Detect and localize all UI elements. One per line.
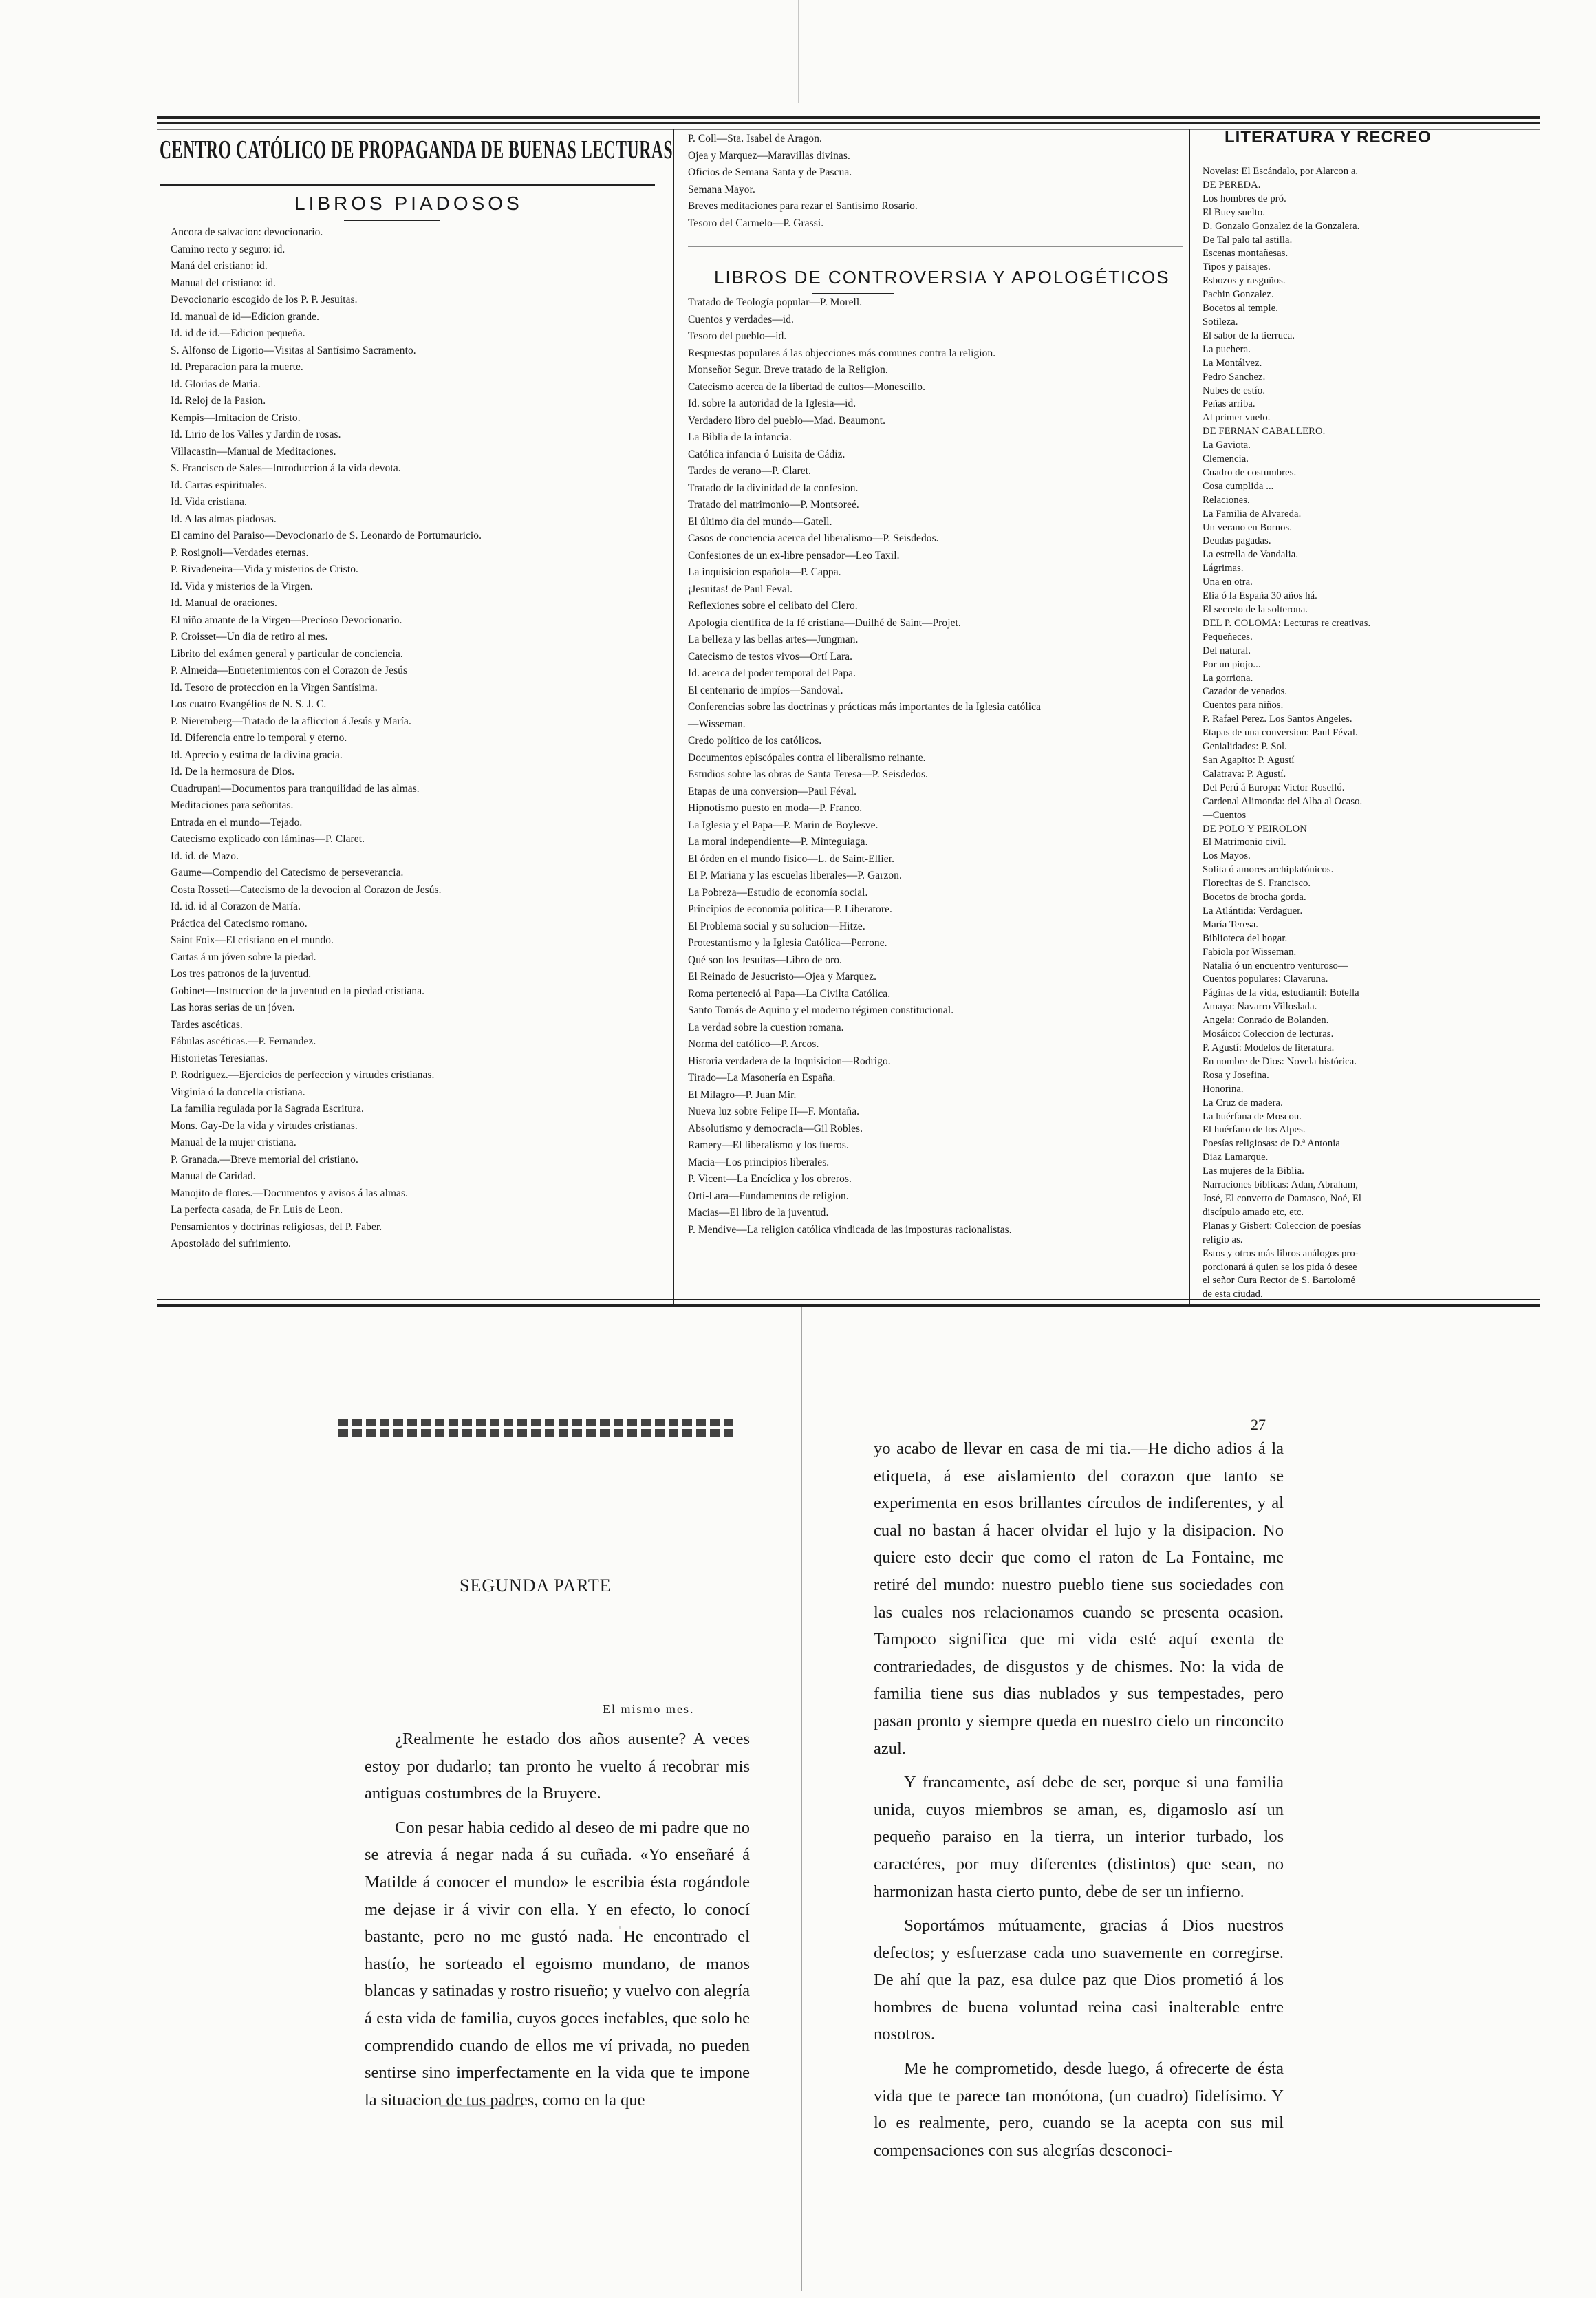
pious-book-entry: Id. Cartas espirituales. [171,479,268,491]
literature-book-entry: La Atlántida: Verdaguer. [1203,905,1303,916]
literature-book-entry: Relaciones. [1203,494,1250,506]
controversy-book-entry: Etapas de una conversion—Paul Féval. [688,785,857,797]
pious-book-entry: La perfecta casada, de Fr. Luis de Leon. [171,1204,343,1216]
middle-top-list [688,131,1183,268]
literature-book-entry: de esta ciudad. [1203,1289,1263,1300]
scan-speck [440,2105,523,2107]
controversy-book-entry: Tardes de verano—P. Claret. [688,465,811,477]
date-line: El mismo mes. [603,1702,695,1716]
literature-book-entry: Nubes de estío. [1203,385,1266,396]
bottom-rule-2 [157,1304,1540,1307]
literature-book-entry: Un verano en Bornos. [1203,522,1293,533]
controversy-book-entry: P. Mendive—La religion católica vindicada de las imposturas racionalistas. [688,1223,1012,1236]
literature-book-entry: Esbozos y rasguños. [1203,275,1286,287]
story-paragraph: yo acabo de llevar en casa de mi tia.—He dicho adios á la etiqueta, á ese aislamiento del corazon que tanto se experimenta en esos brillantes círculos de indiferentes, y al cual no bastan á hacer olvidar el lujo y la disipacion. No quiere esto decir que como el raton de La Fontaine, me retiré del mundo: nuestro pueblo tiene sus sociedades con las cuales nos relacionamos cuando se presenta ocasion. Tampoco significa que mi vida esté aquí exenta de contrariedades, de disgustos y de chismes. No: la vida de familia tiene sus dias nublados y sus tempestades, pero pasan pronto y siempre queda en nuestro cielo un rinconcito azul. [874,1439,1284,1758]
pious-book-entry: Gobinet—Instruccion de la juventud en la piedad cristiana. [171,985,425,997]
pious-book-entry: Manojito de flores.—Documentos y avisos á las almas. [171,1187,409,1199]
pious-book-entry: Id. id. id al Corazon de María. [171,901,301,912]
controversy-book-entry: Documentos episcópales contra el liberalismo reinante. [688,751,926,764]
controversy-book-entry: Macias—El libro de la juventud. [688,1207,829,1218]
controversy-book-entry: Tirado—La Masonería en España. [688,1072,836,1084]
literature-book-entry: Tipos y paisajes. [1203,261,1271,273]
pious-book-entry: Gaume—Compendio del Catecismo de perseverancia. [171,867,404,879]
literature-book-entry: Clemencia. [1203,453,1249,465]
controversy-book-entry: La Iglesia y el Papa—P. Marin de Boylesve. [688,819,878,831]
literature-book-entry: Diaz Lamarque. [1203,1152,1269,1163]
top-double-rule-2 [157,122,1540,124]
middle-top-entry: Oficios de Semana Santa y de Pascua. [688,167,852,178]
literature-book-entry: Cuentos para niños. [1203,700,1284,711]
literature-book-entry: Poesías religiosas: de D.ª Antonia [1203,1138,1340,1150]
title-underline [160,184,655,186]
literature-book-entry: P. Rafael Perez. Los Santos Angeles. [1203,713,1352,725]
center-title: CENTRO CATÓLICO DE PROPAGANDA DE BUENAS LECTURAS [160,136,673,164]
pious-book-entry: Saint Foix—El cristiano en el mundo. [171,934,334,946]
literature-book-entry: Cuentos populares: Clavaruna. [1203,974,1328,985]
literature-book-entry: La gorriona. [1203,672,1253,684]
literature-book-entry: DE FERNAN CABALLERO. [1203,426,1326,438]
pious-book-entry: P. Croisset—Un dia de retiro al mes. [171,631,328,643]
middle-top-rule [688,246,1183,247]
literature-book-entry: Mosáico: Coleccion de lecturas. [1203,1029,1334,1040]
controversy-book-entry: Catecismo de testos vivos—Ortí Lara. [688,650,853,663]
pious-book-entry: Historietas Teresianas. [171,1052,268,1064]
controversy-book-entry: Id. acerca del poder temporal del Papa. [688,667,856,679]
pious-book-entry: Cartas á un jóven sobre la piedad. [171,951,316,963]
controversy-book-entry: Norma del católico—P. Arcos. [688,1038,819,1050]
pious-book-entry: P. Nieremberg—Tratado de la afliccion á Jesús y María. [171,715,411,727]
pious-book-entry: Librito del exámen general y particular de conciencia. [171,647,403,660]
controversy-book-entry: El órden en el mundo físico—L. de Saint-Ellier. [688,852,895,865]
literature-book-entry: Del natural. [1203,645,1251,656]
controversy-book-entry: Tesoro del pueblo—id. [688,330,787,342]
pious-book-entry: Tardes ascéticas. [171,1018,243,1031]
middle-top-entry: Ojea y Marquez—Maravillas divinas. [688,149,850,162]
literature-book-entry: Natalia ó un encuentro venturoso— [1203,960,1348,971]
pious-book-entry: Id. Manual de oraciones. [171,597,277,609]
pious-book-entry: Entrada en el mundo—Tejado. [171,816,303,828]
literature-book-entry: Pequeñeces. [1203,631,1253,643]
controversy-underline [812,293,894,294]
controversy-book-entry: Absolutismo y democracia—Gil Robles. [688,1122,863,1135]
pious-books-list [171,224,666,1298]
pious-book-entry: Manual de Caridad. [171,1170,256,1182]
literature-book-entry: El Matrimonio civil. [1203,837,1286,848]
literature-book-entry: Solita ó amores archiplatónicos. [1203,864,1334,876]
literature-book-entry: La puchera. [1203,343,1251,355]
literature-book-entry: porcionará á quien se los pida ó desee [1203,1261,1357,1273]
literature-book-entry: Al primer vuelo. [1203,412,1271,424]
literature-book-entry: D. Gonzalo Gonzalez de la Gonzalera. [1203,220,1360,232]
pious-book-entry: Id. Vida cristiana. [171,496,247,508]
literature-book-entry: Una en otra. [1203,577,1253,588]
controversy-book-entry: Nueva luz sobre Felipe II—F. Montaña. [688,1106,860,1117]
literature-book-entry: Narraciones bíblicas: Adan, Abraham, [1203,1179,1359,1191]
pious-book-entry: Los tres patronos de la juventud. [171,968,312,980]
story-paragraph: Soportámos mútuamente, gracias á Dios nuestros defectos; y esfuerzase cada uno suavemente en corregirse. De ahí que la paz, esa dulce paz que Dios prometió á los hombres de buena voluntad reina casi inalterable entre nosotros. [874,1916,1284,2044]
pious-book-entry: Cuadrupani—Documentos para tranquilidad de las almas. [171,782,420,795]
literature-book-entry: La huérfana de Moscou. [1203,1110,1302,1122]
pious-book-entry: Id. Preparacion para la muerte. [171,361,303,373]
middle-top-entry: P. Coll—Sta. Isabel de Aragon. [688,133,822,144]
controversy-book-entry: Confesiones de un ex-libre pensador—Leo Taxil. [688,549,900,561]
story-paragraph: Con pesar habia cedido al deseo de mi padre que no se atrevia á negar nada á su cuñada. «Yo enseñaré á Matilde á conocer el mundo» le escribia ésta rogándole me dejase ir á vivir con ella. Y en efecto, lo conocí bastante, pero no me gustó nada. He encontrado el hastío, he sorteado el egoismo mundano, de manos blancas y satinadas y rostro risueño; y vuelvo con alegría á esta vida de familia, cuyos goces inefables, que solo he comprendido cuando de ellos me ví privada, no pueden sentirse sino imperfectamente en la vida que te impone la situacion de tus padres, como en la que [365,1818,750,2109]
pious-book-entry: Catecismo explicado con láminas—P. Claret. [171,833,365,845]
literature-book-entry: Florecitas de S. Francisco. [1203,878,1311,890]
pious-book-entry: P. Rosignoli—Verdades eternas. [171,546,309,559]
literature-book-entry: Bocetos al temple. [1203,303,1279,314]
pious-book-entry: Devocionario escogido de los P. P. Jesuitas. [171,294,358,305]
pious-book-entry: Id. manual de id—Edicion grande. [171,310,320,323]
literature-book-entry: Deudas pagadas. [1203,535,1271,547]
middle-top-entry: Breves meditaciones para rezar el Santísimo Rosario. [688,200,918,212]
decorative-header-band [338,1419,737,1437]
controversy-book-entry: Apología científica de la fé cristiana—Duilhé de Saint—Projet. [688,616,961,629]
literature-book-entry: El Buey suelto. [1203,206,1266,218]
literature-book-entry: El secreto de la solterona. [1203,604,1308,615]
scan-speck [619,1926,621,1929]
story-paragraph: Y francamente, así debe de ser, porque si una familia unida, cuyos miembros se aman, es, digamoslo así un pequeño paraiso en la tierra, un interior turbado, los caractéres, por muy diferentes (distintos) que sean, no harmonizan hasta cierto punto, debe de ser un infierno. [874,1773,1284,1901]
column-divider-right [1189,129,1190,1306]
controversy-book-entry: Santo Tomás de Aquino y el moderno régimen constitucional. [688,1005,954,1016]
controversy-book-entry: La Pobreza—Estudio de economía social. [688,886,868,899]
literature-book-entry: el señor Cura Rector de S. Bartolomé [1203,1275,1356,1287]
pious-book-entry: Camino recto y seguro: id. [171,243,285,255]
literature-book-entry: San Agapito: P. Agustí [1203,754,1295,766]
literature-book-entry: La Familia de Alvareda. [1203,508,1302,519]
literature-book-entry: La Gaviota. [1203,440,1251,451]
pious-book-entry: Id. Diferencia entre lo temporal y eterno. [171,732,347,744]
pious-book-entry: Id. Vida y misterios de la Virgen. [171,580,313,592]
literature-book-entry: Cosa cumplida ... [1203,480,1274,492]
literature-book-entry: En nombre de Dios: Novela histórica. [1203,1055,1357,1067]
pious-book-entry: Ancora de salvacion: devocionario. [171,226,323,238]
literature-book-entry: Elia ó la España 30 años há. [1203,590,1317,602]
literature-book-entry: Angela: Conrado de Bolanden. [1203,1015,1329,1027]
pious-book-entry: Kempis—Imitacion de Cristo. [171,411,301,424]
controversy-book-entry: P. Vicent—La Encíclica y los obreros. [688,1173,852,1185]
story-right-column [874,1435,1284,2171]
controversy-book-entry: Qué son los Jesuitas—Libro de oro. [688,954,842,966]
top-double-rule-1 [157,116,1540,119]
literature-book-entry: Biblioteca del hogar. [1203,932,1288,944]
pious-book-entry: P. Rodriguez.—Ejercicios de perfeccion y virtudes cristianas. [171,1069,435,1081]
controversy-book-entry: El Problema social y su solucion—Hitze. [688,920,865,932]
controversy-book-entry: Ramery—El liberalismo y los fueros. [688,1139,849,1151]
middle-top-entry: Semana Mayor. [688,183,755,195]
literature-book-entry: La estrella de Vandalia. [1203,549,1299,561]
literature-book-entry: Rosa y Josefina. [1203,1069,1269,1081]
controversy-book-entry: Respuestas populares á las objecciones más comunes contra la religion. [688,347,996,359]
literature-book-entry: Los hombres de pró. [1203,193,1286,204]
pious-book-entry: Manual del cristiano: id. [171,277,276,289]
story-paragraph: Me he comprometido, desde luego, á ofrecerte de ésta vida que te parece tan monótona, (un cuadro) fidelísimo. Y lo es realmente, pero, cuando se la acepta con sus mil compensaciones con sus alegrías desconoci- [874,2059,1284,2160]
controversy-book-entry: Casos de conciencia acerca del liberalismo—P. Seisdedos. [688,533,939,544]
literature-book-entry: Cardenal Alimonda: del Alba al Ocaso. [1203,795,1363,807]
literature-book-entry: Planas y Gisbert: Coleccion de poesías [1203,1220,1361,1232]
pious-book-entry: Id. Glorias de Maria. [171,378,261,390]
middle-top-entry: Tesoro del Carmelo—P. Grassi. [688,217,824,229]
page-number: 27 [1251,1416,1266,1433]
pious-book-entry: Fábulas ascéticas.—P. Fernandez. [171,1035,316,1047]
pious-book-entry: Los cuatro Evangélios de N. S. J. C. [171,698,327,710]
pious-books-heading: LIBROS PIADOSOS [294,193,523,214]
pious-book-entry: Id. Tesoro de proteccion en la Virgen Santísima. [171,681,378,694]
controversy-book-entry: —Wisseman. [688,718,746,730]
pious-book-entry: P. Almeida—Entretenimientos con el Corazon de Jesús [171,665,408,676]
pious-book-entry: Práctica del Catecismo romano. [171,917,308,930]
literature-book-entry: Etapas de una conversion: Paul Féval. [1203,727,1358,739]
literature-book-entry: La Montálvez. [1203,357,1262,369]
literature-book-entry: Amaya: Navarro Villoslada. [1203,1001,1317,1013]
controversy-book-entry: El último dia del mundo—Gatell. [688,515,832,528]
literature-book-entry: religio as. [1203,1234,1243,1245]
controversy-book-entry: Monseñor Segur. Breve tratado de la Religion. [688,364,888,376]
pious-book-entry: Mons. Gay-De la vida y virtudes cristianas. [171,1119,358,1132]
controversy-book-entry: Credo político de los católicos. [688,735,822,747]
controversy-book-entry: Tratado de la divinidad de la confesion. [688,482,859,494]
controversy-book-entry: Principios de economía política—P. Liberatore. [688,903,892,915]
literature-book-entry: Cazador de venados. [1203,686,1288,698]
literature-book-entry: Escenas montañesas. [1203,248,1288,259]
literature-book-entry: —Cuentos [1203,809,1247,821]
controversy-book-entry: Cuentos y verdades—id. [688,313,794,325]
pious-book-entry: Id. De la hermosura de Dios. [171,766,295,777]
controversy-book-entry: El centenario de impíos—Sandoval. [688,684,843,696]
center-fold-line [801,1307,802,2291]
controversy-book-entry: Católica infancia ó Luisita de Cádiz. [688,448,845,460]
pious-book-entry: Apostolado del sufrimiento. [171,1238,291,1249]
pious-book-entry: Maná del cristiano: id. [171,260,268,272]
literature-book-entry: Por un piojo... [1203,658,1261,670]
literature-book-entry: Genialidades: P. Sol. [1203,741,1287,753]
pious-book-entry: Id. Reloj de la Pasion. [171,395,266,407]
literature-book-entry: Calatrava: P. Agustí. [1203,768,1286,780]
literature-book-entry: DE POLO Y PEIROLON [1203,823,1307,835]
literature-book-entry: Novelas: El Escándalo, por Alarcon a. [1203,166,1359,177]
literature-book-entry: El huérfano de los Alpes. [1203,1124,1306,1136]
pious-book-entry: Id. Lirio de los Valles y Jardin de rosas. [171,429,341,440]
literature-book-entry: Lágrimas. [1203,563,1244,574]
pious-book-entry: El camino del Paraiso—Devocionario de S. Leonardo de Portumauricio. [171,530,482,541]
literature-book-entry: De Tal palo tal astilla. [1203,234,1293,246]
scan-speck [798,0,799,103]
literature-book-entry: DEL P. COLOMA: Lecturas re creativas. [1203,617,1371,629]
literature-book-entry: DE PEREDA. [1203,179,1261,191]
literature-book-entry: Sotileza. [1203,316,1238,327]
controversy-book-entry: Reflexiones sobre el celibato del Clero. [688,600,858,612]
pious-book-entry: S. Francisco de Sales—Introduccion á la vida devota. [171,462,401,474]
controversy-book-entry: Tratado de Teología popular—P. Morell. [688,297,863,308]
literature-book-entry: El sabor de la tierruca. [1203,330,1295,341]
pious-book-entry: S. Alfonso de Ligorio—Visitas al Santísimo Sacramento. [171,344,416,356]
pious-heading-underline [344,220,440,221]
story-paragraph: ¿Realmente he estado dos años ausente? A veces estoy por dudarlo; tan pronto he vuelto á recobrar mis antiguas costumbres de la Bruyere. [365,1730,750,1803]
controversy-book-entry: Hipnotismo puesto en moda—P. Franco. [688,802,863,814]
controversy-book-entry: Id. sobre la autoridad de la Iglesia—id. [688,398,856,409]
literature-book-entry: María Teresa. [1203,919,1259,930]
controversy-book-entry: Conferencias sobre las doctrinas y prácticas más importantes de la Iglesia católica [688,701,1042,713]
literature-book-entry: discípulo amado etc, etc. [1203,1206,1304,1218]
story-left-column [365,1726,750,2120]
literature-book-entry: Del Perú á Europa: Victor Roselló. [1203,782,1345,793]
literature-book-entry: P. Agustí: Modelos de literatura. [1203,1042,1335,1053]
pious-book-entry: Virginia ó la doncella cristiana. [171,1086,305,1098]
literature-book-entry: Fabiola por Wisseman. [1203,946,1297,958]
controversy-book-entry: La inquisicion española—P. Cappa. [688,566,841,578]
controversy-book-entry: La moral independiente—P. Minteguiaga. [688,836,868,848]
pious-book-entry: El niño amante de la Virgen—Precioso Devocionario. [171,614,402,626]
controversy-book-entry: El Reinado de Jesucristo—Ojea y Marquez. [688,971,877,982]
controversy-book-entry: Roma perteneció al Papa—La Civilta Católica. [688,987,891,1000]
literature-book-entry: Pedro Sanchez. [1203,371,1266,383]
controversy-book-entry: ¡Jesuitas! de Paul Feval. [688,583,793,595]
controversy-book-entry: Macia—Los principios liberales. [688,1156,830,1168]
pious-book-entry: Villacastin—Manual de Meditaciones. [171,445,336,458]
literature-book-entry: La Cruz de madera. [1203,1097,1283,1108]
pious-book-entry: P. Granada.—Breve memorial del cristiano. [171,1153,358,1166]
controversy-book-entry: El Milagro—P. Juan Mir. [688,1088,797,1101]
controversy-book-entry: La Biblia de la infancia. [688,431,792,443]
pious-book-entry: La familia regulada por la Sagrada Escritura. [171,1103,364,1115]
controversy-book-entry: Verdadero libro del pueblo—Mad. Beaumont. [688,414,886,427]
controversy-book-entry: Tratado del matrimonio—P. Montsoreé. [688,499,859,511]
pious-book-entry: Costa Rosseti—Catecismo de la devocion al Corazon de Jesús. [171,883,442,896]
controversy-book-entry: Estudios sobre las obras de Santa Teresa—P. Seisdedos. [688,769,928,780]
pious-book-entry: Id. Aprecio y estima de la divina gracia. [171,749,343,761]
literature-book-entry: Bocetos de brocha gorda. [1203,892,1306,903]
pious-book-entry: Las horas serias de un jóven. [171,1002,295,1013]
controversy-book-entry: Ortí-Lara—Fundamentos de religion. [688,1190,849,1202]
controversy-book-entry: Protestantismo y la Iglesia Católica—Perrone. [688,937,887,949]
part-title: SEGUNDA PARTE [460,1576,612,1596]
pious-book-entry: P. Rivadeneira—Vida y misterios de Cristo. [171,563,359,575]
controversy-book-entry: La verdad sobre la cuestion romana. [688,1021,844,1033]
controversy-book-entry: Historia verdadera de la Inquisicion—Rodrigo. [688,1055,891,1067]
literature-book-entry: Páginas de la vida, estudiantil: Botella [1203,987,1359,999]
literature-book-entry: Estos y otros más libros análogos pro- [1203,1247,1359,1259]
controversy-books-list [688,294,1183,1299]
controversy-book-entry: El P. Mariana y las escuelas liberales—P. Garzon. [688,870,902,881]
literature-books-list [1203,165,1540,1300]
pious-book-entry: Id. id de id.—Edicion pequeña. [171,327,305,339]
controversy-book-entry: Catecismo acerca de la libertad de cultos—Monescillo. [688,380,926,393]
literature-book-entry: Cuadro de costumbres. [1203,466,1297,478]
column-divider-left [673,129,674,1306]
literature-book-entry: José, El converto de Damasco, Noé, El [1203,1192,1362,1204]
literature-book-entry: Las mujeres de la Biblia. [1203,1166,1304,1177]
literature-book-entry: Honorina. [1203,1083,1244,1095]
pious-book-entry: Id. A las almas piadosas. [171,513,277,525]
pious-book-entry: Id. id. de Mazo. [171,850,239,862]
literature-book-entry: Pachin Gonzalez. [1203,289,1274,301]
pious-book-entry: Meditaciones para señoritas. [171,799,294,811]
controversy-heading: LIBROS DE CONTROVERSIA Y APOLOGÉTICOS [714,267,1170,288]
literature-book-entry: Peñas arriba. [1203,398,1255,410]
literature-book-entry: Los Mayos. [1203,850,1251,862]
pious-book-entry: Manual de la mujer cristiana. [171,1137,296,1148]
pious-book-entry: Pensamientos y doctrinas religiosas, del P. Faber. [171,1221,382,1233]
controversy-book-entry: La belleza y las bellas artes—Jungman. [688,634,859,645]
literature-heading: LITERATURA Y RECREO [1225,128,1432,147]
